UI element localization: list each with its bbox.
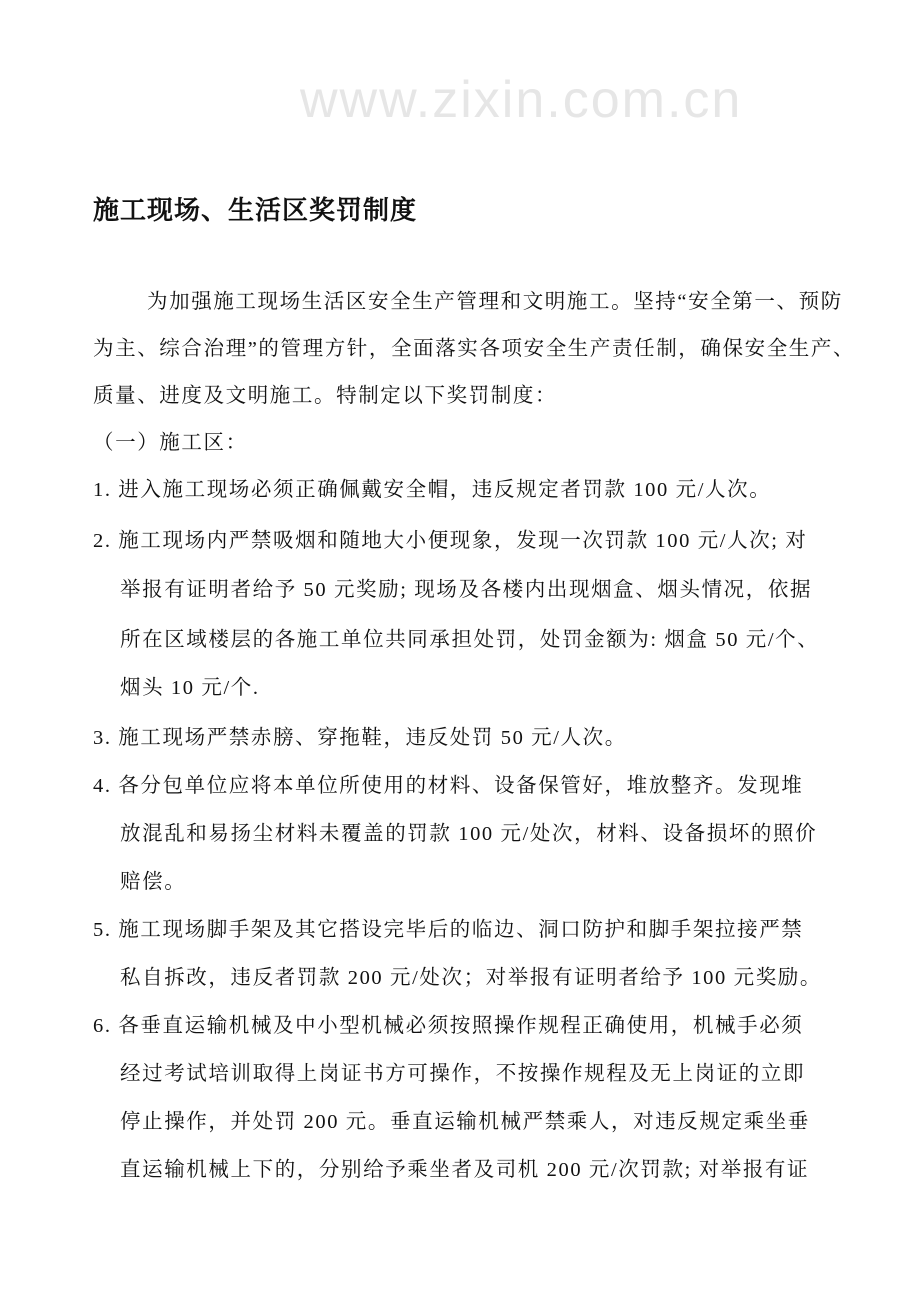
paragraph-line: 为主、综合治理”的管理方针，全面落实各项安全生产责任制，确保安全生产、 bbox=[93, 338, 856, 360]
list-item-continuation: 所在区域楼层的各施工单位共同承担处罚，处罚金额为: 烟盒 50 元/个、 bbox=[120, 629, 820, 651]
document-title: 施工现场、生活区奖罚制度 bbox=[93, 196, 418, 225]
watermark: www.zixin.com.cn bbox=[300, 71, 743, 129]
list-item-continuation: 经过考试培训取得上岗证书方可操作，不按操作规程及无上岗证的立即 bbox=[120, 1063, 806, 1085]
list-item-continuation: 举报有证明者给予 50 元奖励; 现场及各楼内出现烟盒、烟头情况，依据 bbox=[120, 579, 813, 601]
list-item: 6. 各垂直运输机械及中小型机械必须按照操作规程正确使用，机械手必须 bbox=[93, 1015, 804, 1037]
list-item-continuation: 直运输机械上下的，分别给予乘坐者及司机 200 元/次罚款; 对举报有证 bbox=[120, 1159, 810, 1181]
paragraph-line: 质量、进度及文明施工。特制定以下奖罚制度： bbox=[93, 385, 558, 407]
list-item: 2. 施工现场内严禁吸烟和随地大小便现象，发现一次罚款 100 元/人次; 对 bbox=[93, 530, 808, 552]
list-item-continuation: 赔偿。 bbox=[120, 871, 187, 893]
list-item: 3. 施工现场严禁赤膀、穿拖鞋，违反处罚 50 元/人次。 bbox=[93, 727, 627, 749]
list-item-continuation: 私自拆改，违反者罚款 200 元/处次；对举报有证明者给予 100 元奖励。 bbox=[120, 967, 822, 989]
section-heading: （一）施工区： bbox=[93, 432, 248, 454]
list-item-continuation: 停止操作，并处罚 200 元。垂直运输机械严禁乘人，对违反规定乘坐垂 bbox=[120, 1111, 810, 1133]
list-item: 4. 各分包单位应将本单位所使用的材料、设备保管好，堆放整齐。发现堆 bbox=[93, 775, 804, 797]
list-item: 1. 进入施工现场必须正确佩戴安全帽，违反规定者罚款 100 元/人次。 bbox=[93, 479, 772, 501]
paragraph-line: 为加强施工现场生活区安全生产管理和文明施工。坚持“安全第一、预防 bbox=[147, 291, 843, 313]
list-item: 5. 施工现场脚手架及其它搭设完毕后的临边、洞口防护和脚手架拉接严禁 bbox=[93, 919, 804, 941]
list-item-continuation: 放混乱和易扬尘材料未覆盖的罚款 100 元/处次，材料、设备损坏的照价 bbox=[120, 823, 818, 845]
list-item-continuation: 烟头 10 元/个. bbox=[120, 677, 260, 699]
